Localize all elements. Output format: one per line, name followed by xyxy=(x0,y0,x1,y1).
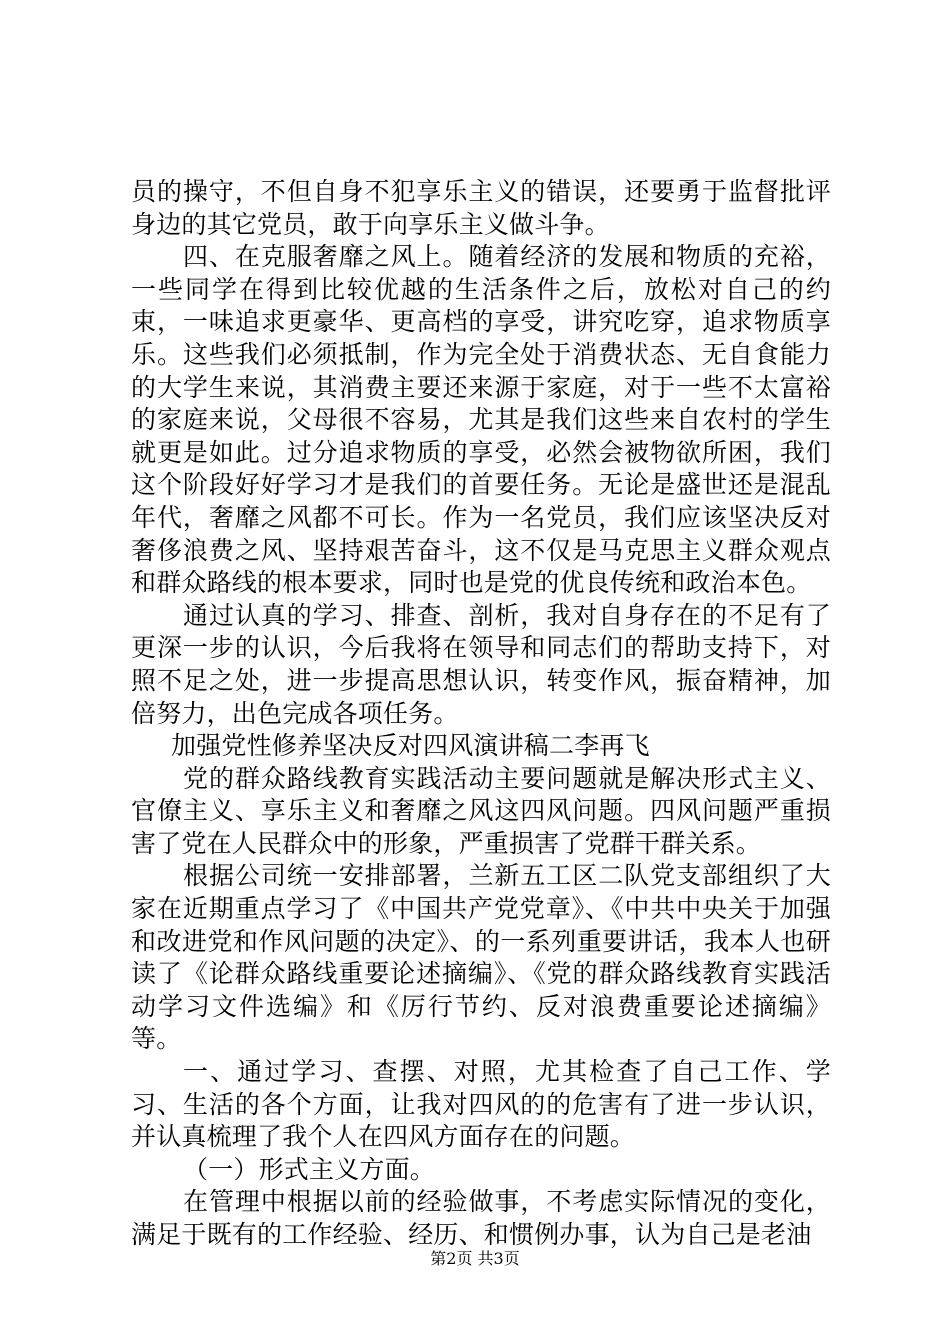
paragraph-7: 在管理中根据以前的经验做事，不考虑实际情况的变化，满足于既有的工作经验、经历、和惯例办事，认为自己是老油 xyxy=(131,1187,831,1249)
document-body xyxy=(131,176,831,1252)
paragraph-3: 通过认真的学习、排查、剖析，我对自身存在的不足有了更深一步的认识，今后我将在领导和同志们的帮助支持下，对照不足之处，进一步提高思想认识，转变作风，振奋精神，加倍努力，出色完成各项任务。 xyxy=(131,600,831,728)
section-heading: （一）形式主义方面。 xyxy=(183,1154,436,1184)
paragraph-5: 根据公司统一安排部署，兰新五工区二队党支部组织了大家在近期重点学习了《中国共产党党章》、《中共中央关于加强和改进党和作风问题的决定》、的一系列重要讲话，我本人也研读了《论群众路线重要论述摘编》、《党的群众路线教育实践活动学习文件选编》和《厉行节约、反对浪费重要论述摘编》等。 xyxy=(131,861,831,1054)
paragraph-2: 四、在克服奢靡之风上。随着经济的发展和物质的充裕，一些同学在得到比较优越的生活条件之后，放松对自己的约束，一味追求更豪华、更高档的享受，讲究吃穿，追求物质享乐。这些我们必须抵制，作为完全处于消费状态、无自食能力的大学生来说，其消费主要还来源于家庭，对于一些不太富裕的家庭来说，父母很不容易，尤其是我们这些来自农村的学生就更是如此。过分追求物质的享受，必然会被物欲所困，我们这个阶段好好学习才是我们的首要任务。无论是盛世还是混乱年代，奢靡之风都不可长。作为一名党员，我们应该坚决反对奢侈浪费之风、坚持艰苦奋斗，这不仅是马克思主义群众观点和群众路线的根本要求，同时也是党的优良传统和政治本色。 xyxy=(131,242,831,598)
paragraph-6: 一、通过学习、查摆、对照，尤其检查了自己工作、学习、生活的各个方面，让我对四风的的危害有了进一步认识，并认真梳理了我个人在四风方面存在的问题。 xyxy=(131,1057,831,1152)
paragraph-1: 员的操守，不但自身不犯享乐主义的错误，还要勇于监督批评身边的其它党员，敢于向享乐主义做斗争。 xyxy=(131,177,831,239)
paragraph-4: 党的群众路线教育实践活动主要问题就是解决形式主义、官僚主义、享乐主义和奢靡之风这四风问题。四风问题严重损害了党在人民群众中的形象，严重损害了党群干群关系。 xyxy=(131,763,831,858)
speech-title: 加强党性修养坚决反对四风演讲稿二李再飞 xyxy=(171,731,650,761)
page-number-footer: 第2页 共3页 xyxy=(430,1249,520,1268)
